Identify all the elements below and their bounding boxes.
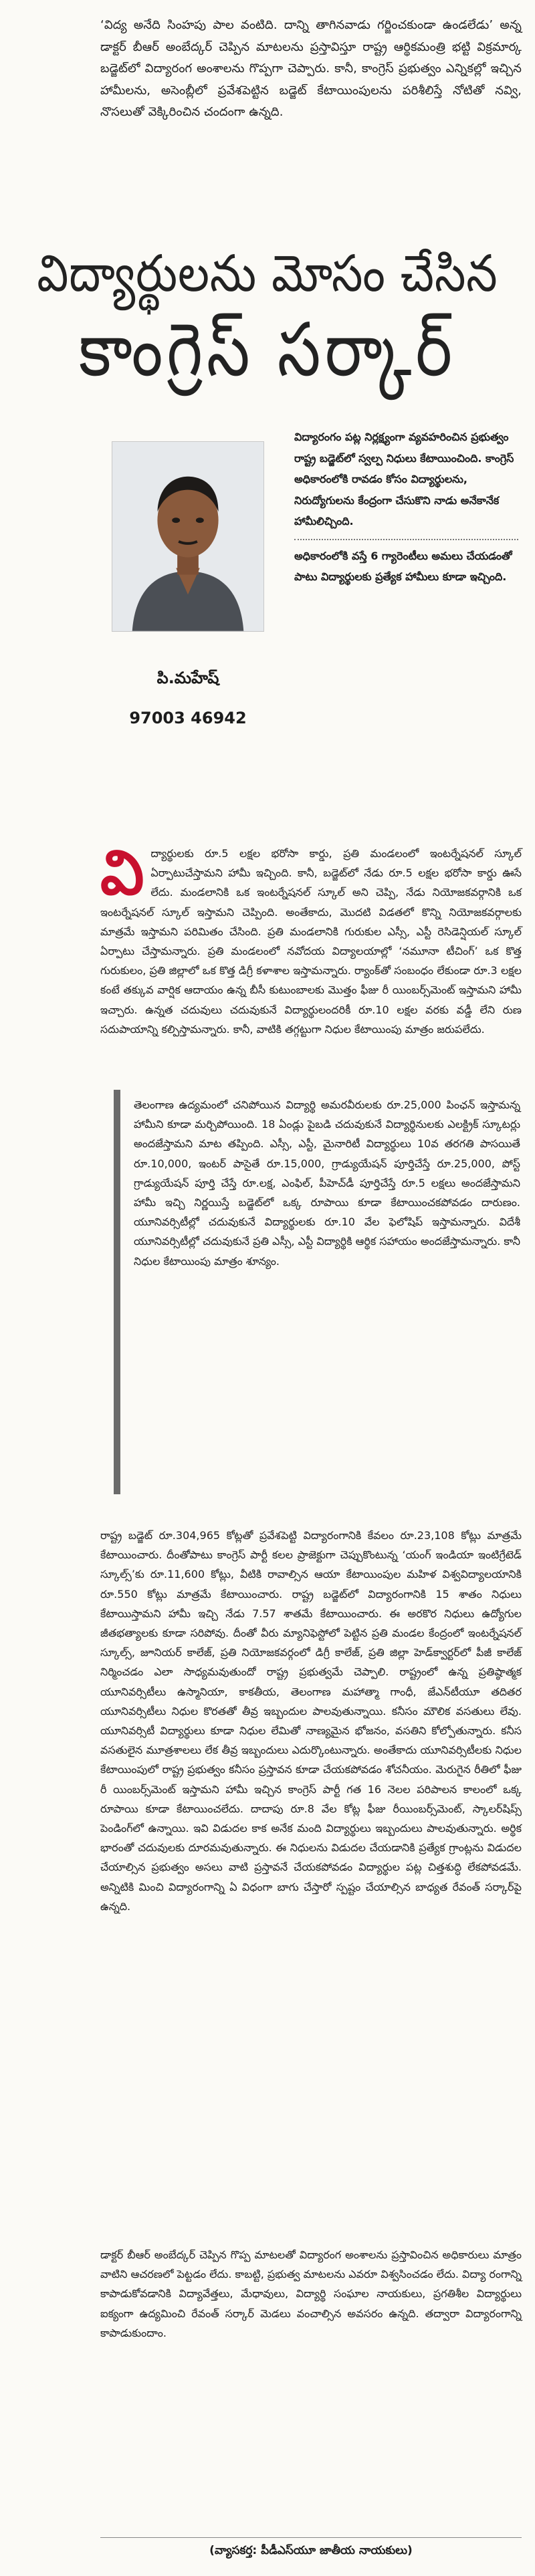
headline-line-1: విద్యార్థులను మోసం చేసిన <box>37 244 498 304</box>
pull-quote-text-2: అధికారంలోకి వస్తే 6 గ్యారెంటీలు అమలు చేయడంతో పాటు విద్యార్థులకు ప్రత్యేక హామీలు కూడా ఇచ్చింది. <box>294 549 512 583</box>
body-paragraph-1-text: ద్యార్థులకు రూ.5 లక్షల భరోసా కార్డు, ప్రతి మండలంలో ఇంటర్నేషనల్ స్కూల్ ఏర్పాటుచేస్తామని హామీ ఇచ్చింది. కానీ, బడ్జెట్‌లో నేడు రూ.5 లక్షల భరోసా కార్డు ఊసే లేదు. మండలానికి ఒక ఇంటర్నేషనల్ స్కూల్ అని చెప్పి, నేడు నియోజకవర్గానికి ఒక ఇంటర్నేషనల్ స్కూల్ ఇస్తామని చెప్పింది. అంతేకాదు, మొదటి విడతలో కొన్ని నియోజకవర్గాలకు మాత్రమే ఇస్తామని పరిమితం చేసింది. ప్రతి మండలానికి గురుకుల ఎస్సీ, ఎస్టీ రెసిడెన్షియల్ స్కూల్ ఏర్పాటు చేస్తామన్నారు. ప్రతి మండలంలో నవోదయ విద్యాలయాల్లో ‘నమూనా టీచింగ్’ ఒక కొత్త గురుకులం, ప్రతి జిల్లాలో ఒక కొత్త డిగ్రీ కళాశాల ఇస్తామన్నారు. ర్యాంక్‌తో సంబంధం లేకుండా రూ.3 లక్షల కంటే తక్కువ వార్షిక ఆదాయం ఉన్న బీసీ కుటుంబాలకు మొత్తం ఫీజు రీ యింబర్స్‌మెంట్ ఇస్తామని హామీ ఇచ్చారు. ఉన్నత చదువులు చదువుకునే విద్యార్థులందరికీ రూ.10 లక్షల వరకు వడ్డీ లేని రుణ సదుపాయాన్ని కల్పిస్తామన్నారు. కానీ, వాటికి తగ్గట్టుగా నిధుల కేటాయింపు మాత్రం జరుపలేదు. <box>100 847 522 1036</box>
author-portrait-image <box>112 442 263 631</box>
pull-quote-box <box>294 427 518 588</box>
author-phone: 97003 46942 <box>129 709 247 727</box>
headline-line-2: కాంగ్రెస్ సర్కార్ <box>79 307 456 393</box>
author-credit: (వ్యాసకర్త: పీడీఎస్‌యూ జాతీయ నాయకులు) <box>209 2544 413 2557</box>
author-photo <box>112 441 264 632</box>
drop-cap: వి <box>100 837 144 909</box>
author-name: పి.మహేష్ <box>156 669 219 687</box>
pull-quote-text-1: విద్యారంగం పట్ల నిర్లక్ష్యంగా వ్యవహరించిన ప్రభుత్వం రాష్ట్ర బడ్జెట్‌లో స్వల్ప నిధులు కేటాయించింది. కాంగ్రెస్ అధికారంలోకి రావడం కోసం విద్యార్థులను, నిరుద్యోగులను కేంద్రంగా చేసుకొని నాడు అనేకానేక హామీలిచ్చింది. <box>294 431 514 528</box>
body-paragraph-3: రాష్ట్ర బడ్జెట్ రూ.304,965 కోట్లతో ప్రవేశపెట్టి విద్యారంగానికి కేవలం రూ.23,108 కోట్లు మాత్రమే కేటాయించారు. దీంతోపాటు కాంగ్రెస్ పార్టీ కలల ప్రాజెక్టుగా చెప్పుకొంటున్న ‘యంగ్ ఇండియా ఇంటిగ్రేటెడ్ స్కూల్స్’కు రూ.11,600 కోట్లు, వీటికి రావాల్సిన ఆయా కేటాయింపుల మహిళ విశ్వవిద్యాలయానికి రూ.550 కోట్లు మాత్రమే కేటాయించారు. రాష్ట్ర బడ్జెట్‌లో విద్యారంగానికి 15 శాతం నిధులు కేటాయిస్తామని హామీ ఇచ్చి నేడు 7.57 శాతమే కేటాయించారు. ఈ అరకొర నిధులు ఉద్యోగుల జీతభత్యాలకు కూడా సరిపోవు. దీంతో వీరు మ్యానిఫెస్టోలో పెట్టిన ప్రతి మండల కేంద్రంలో ఇంటర్నేషనల్ స్కూల్స్, జూనియర్ కాలేజ్, ప్రతి నియోజకవర్గంలో డిగ్రీ కాలేజ్, ప్రతి జిల్లా హెడ్‌క్వార్టర్‌లో పీజీ కాలేజ్ నిర్మించడం ఎలా సాధ్యమవుతుందో రాష్ట్ర ప్రభుత్వమే చెప్పాలి. రాష్ట్రంలో ఉన్న ప్రతిష్ఠాత్మక యూనివర్సిటీలు ఉస్మానియా, కాకతీయ, తెలంగాణ మహాత్మా గాంధీ, జేఎన్‌టీయూ తదితర యూనివర్సిటీలు నిధుల కొరతతో తీవ్ర ఇబ్బందుల పాలవుతున్నాయి. కనీసం మౌలిక వసతులు లేవు. యూనివర్సిటీ విద్యార్థులు కూడా నిధుల లేమితో నాణ్యమైన భోజనం, వసతిని కోల్పోతున్నారు. కనీస వసతులైన మూత్రశాలలు లేక తీవ్ర ఇబ్బందులు ఎదుర్కొంటున్నారు. అంతేకాదు యూనివర్సిటీలకు నిధుల కేటాయింపులో రాష్ట్ర ప్రభుత్వం కనీసం ప్రస్తావన కూడా చేయకపోవడం శోచనీయం. మెరుగైన రీతిలో ఫీజు రీ యింబర్స్‌మెంట్ ఇస్తామని హామీ ఇచ్చిన కాంగ్రెస్ పార్టీ గత 16 నెలల పరిపాలన కాలంలో ఒక్క రూపాయి కూడా కేటాయించలేదు. దాదాపు రూ.8 వేల కోట్ల ఫీజు రీయింబర్స్‌మెంట్, స్కాలర్‌షిప్స్ పెండింగ్‌లో ఉన్నాయి. ఇవి విడుదల కాక అనేక మంది విద్యార్థులు ఇబ్బందులు పాలవుతున్నారు. అర్థిక భారంతో చదువులకు దూరమవుతున్నారు. ఈ నిధులను విడుదల చేయడానికి ప్రత్యేక గ్రాంట్లను విడుదల చేయాల్సిన ప్రభుత్వం అసలు వాటి ప్రస్తావనే చేయకపోవడం విద్యార్థుల పట్ల చిత్తశుద్ధి లేకపోవడమే. అన్నిటికి మించి విద్యారంగాన్ని ఏ విధంగా బాగు చేస్తారో స్పష్టం చేయాల్సిన బాధ్యత రేవంత్ సర్కార్‌పై ఉన్నది. <box>100 1529 522 1913</box>
credit-divider <box>100 2537 522 2538</box>
highlighted-paragraph-box <box>114 1090 523 1494</box>
intro-paragraph: ‘విద్య అనేది సింహపు పాల వంటిది. దాన్ని తాగినవాడు గర్జించకుండా ఉండలేడు’ అన్న డాక్టర్ బీఆర్ అంబేద్కర్ చెప్పిన మాటలను ప్రస్తావిస్తూ రాష్ట్ర ఆర్థికమంత్రి భట్టి విక్రమార్క బడ్జెట్‌లో విద్యారంగ అంశాలను గొప్పగా చెప్పారు. కానీ, కాంగ్రెస్ ప్రభుత్వం ఎన్నికల్లో ఇచ్చిన హామీలను, అసెంబ్లీలో ప్రవేశపెట్టిన బడ్జెట్ కేటాయింపులను పరిశీలిస్తే నోటితో నవ్వి, నొసలుతో వెక్కిరించిన చందంగా ఉన్నది. <box>100 18 522 119</box>
body-paragraph-1 <box>100 837 522 1039</box>
highlighted-paragraph-text: తెలంగాణ ఉద్యమంలో చనిపోయిన విద్యార్థి అమరవీరులకు రూ.25,000 పింఛన్ ఇస్తామన్న హామీని కూడా మర్చిపోయింది. 18 ఏండ్లు పైబడి చదువుకునే విద్యార్థినులకు ఎలక్ట్రిక్ స్కూటర్లు అందజేస్తామని మాట తప్పింది. ఎస్సీ, ఎస్టీ, మైనారిటీ విద్యార్థులు 10వ తరగతి పాసయితే రూ.10,000, ఇంటర్ పాసైతే రూ.15,000, గ్రాడ్యుయేషన్ పూర్తిచేస్తే రూ.25,000, పోస్ట్ గ్రాడ్యుయేషన్ పూర్తి చేస్తే రూ.లక్ష, ఎంఫిల్, పీహెచ్‌డీ పూర్తిచేస్తే రూ.5 లక్షలు అందజేస్తామని హామీ ఇచ్చి నిర్ణయిస్తే బడ్జెట్‌లో ఒక్క రూపాయి కూడా కేటాయించకపోవడం దారుణం. యూనివర్సిటీల్లో చదువుకునే విద్యార్థులకు రూ.10 వేల ఫెలోషిప్ ఇస్తామన్నారు. విదేశీ యూనివర్సిటీల్లో చదువుకునే ప్రతి ఎస్సీ, ఎస్టీ విద్యార్థికి ఆర్థిక సహాయం అందజేస్తామన్నారు. కానీ నిధుల కేటాయింపు మాత్రం శూన్యం. <box>134 1098 520 1268</box>
body-paragraph-4: డాక్టర్ బీఆర్ అంబేద్కర్ చెప్పిన గొప్ప మాటలతో విద్యారంగ అంశాలను ప్రస్తావించిన అధికారులు మాత్రం వాటిని ఆచరణలో పెట్టడం లేదు. కాబట్టి, ప్రభుత్వ మాటలను ఎవరూ విశ్వసించడం లేదు. విద్యా రంగాన్ని కాపాడుకోవడానికి విద్యావేత్తలు, మేధావులు, విద్యార్థి సంఘాల నాయకులు, ప్రగతిశీల విద్యార్థులు ఐక్యంగా ఉద్యమించి రేవంత్ సర్కార్ మెడలు వంచాల్సిన అవసరం ఉన్నది. తద్వారా విద్యారంగాన్ని కాపాడుకుందాం. <box>100 2248 522 2339</box>
pull-quote-divider <box>294 539 518 540</box>
